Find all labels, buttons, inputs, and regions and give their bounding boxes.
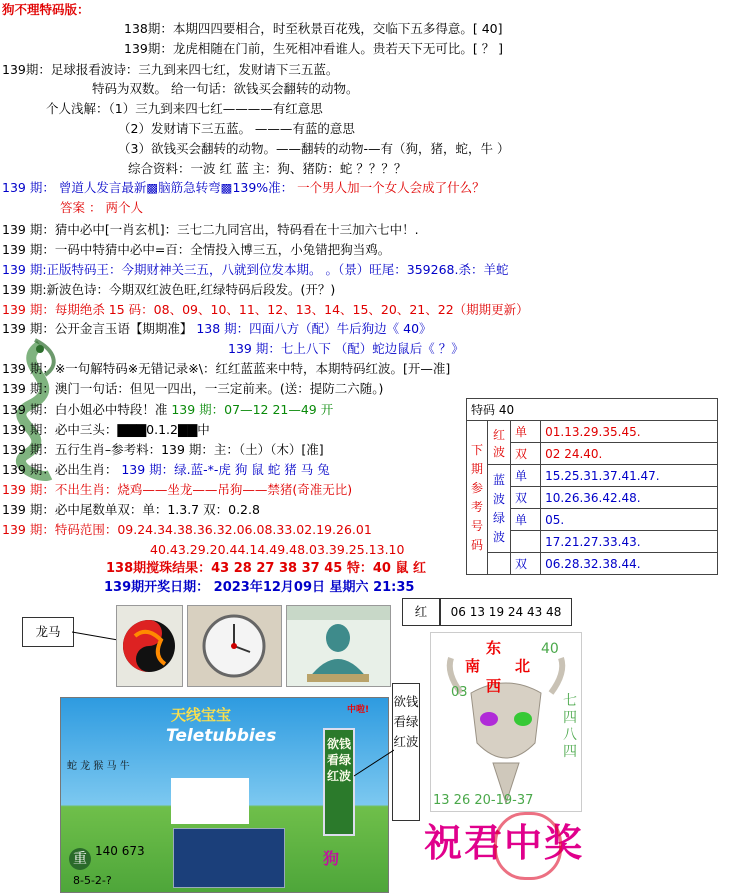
congrats-text: 祝君中奖 — [424, 820, 585, 865]
text-line: 139 期：一码中特猜中必中=百：全情投入博三五，小兔错把狗当鸡。 — [2, 242, 391, 257]
text-line — [2, 461, 330, 478]
text-line: 139 期：※一句解特码※无错记录※\：红红蓝蓝来中特，本期特码红波。[开—准] — [2, 361, 451, 376]
skull-03: 03 — [451, 685, 468, 700]
text-line — [60, 199, 143, 216]
poster-blank — [171, 778, 249, 824]
text-line: 139 期：五行生肖–参考料：139 期：主：（土）（木）[准] — [2, 442, 324, 457]
skull-north: 北 — [515, 657, 531, 675]
poster-dog: 狗 — [323, 849, 340, 868]
skull-icon — [431, 633, 581, 811]
text-line — [2, 401, 333, 418]
must-zodiac-label: 139 期：必出生肖： — [2, 462, 118, 477]
text-line: 139 期：特码范围：09.24.34.38.36.32.06.08.33.02.19.26.01 — [2, 522, 372, 537]
teletubbies-poster — [60, 697, 389, 893]
poster-sign: 欲钱看绿红波 — [323, 728, 355, 836]
poster-poem: 蛇 龙 猴 马 牛 — [67, 761, 130, 772]
text-line: 139期：足球报看波诗：三九到来四七红，发财请下三五蓝。 — [2, 62, 339, 77]
buddha-icon — [287, 606, 390, 686]
skull-south: 南 — [465, 657, 481, 675]
cell-numbers: 02 24.40. — [541, 443, 718, 465]
pointer-line — [352, 748, 394, 778]
golden-words: 139 期：公开金言玉语【期期准】 — [2, 321, 193, 336]
cell-type — [511, 531, 541, 553]
cell-numbers: 05. — [541, 509, 718, 531]
page-title: 狗不理特码版： — [2, 2, 90, 17]
cell-numbers: 06.28.32.38.44. — [541, 553, 718, 575]
poster-badge: 中啦! — [347, 705, 370, 715]
yinyang-icon — [117, 606, 182, 686]
cell-type: 双 — [511, 443, 541, 465]
table-title: 特码 40 — [467, 399, 718, 421]
riddle-source: 曾道人发言最新▩脑筋急转弯▩139%准： — [58, 180, 294, 195]
poster-heavy: 重 — [69, 848, 91, 870]
callout-vertical: 欲钱看绿红波 — [392, 683, 420, 821]
skull-side: 七四八四 — [563, 693, 577, 760]
cell-type: 单 — [511, 509, 541, 531]
cell-numbers: 10.26.36.42.48. — [541, 487, 718, 509]
clock-picture — [187, 605, 282, 687]
cell-numbers: 01.13.29.35.45. — [541, 421, 718, 443]
golden-138: 138 期：四面八方（配）牛后狗边《 40》 — [196, 321, 432, 336]
poster-list-panel — [173, 828, 285, 888]
skull-east: 东 — [486, 639, 502, 657]
callout-hong: 红 — [402, 598, 440, 626]
spacer-cell — [488, 553, 511, 575]
cell-numbers: 15.25.31.37.41.47. — [541, 465, 718, 487]
text-line: 139 期：七上八下 （配）蛇边鼠后《 ？》 — [228, 341, 464, 356]
poster-english: Teletubbies — [166, 726, 277, 746]
must-zodiac-value: 139 期：绿.蓝-*-虎 狗 鼠 蛇 猪 马 兔 — [121, 462, 330, 477]
text-line: 139 期：澳门一句话：但见一四出，一三定前来。(送：提防二六随。) — [2, 381, 384, 396]
answer-label: 答案 ： — [60, 200, 102, 215]
text-line: 139 期：必中尾数单双：单：1.3.7 双：0.2.8 — [2, 502, 260, 517]
segment-label: 139 期：白小姐必中特段！准 — [2, 402, 168, 417]
stamp-seal — [494, 812, 562, 880]
text-line: 138期：本期四四要相合，时至秋景百花残，交临下五多得意。[ 40] — [124, 21, 503, 36]
skull-picture — [430, 632, 582, 812]
pointer-line — [72, 628, 118, 642]
draw-result: 138期搅珠结果：43 28 27 38 37 45 特：40 鼠 红 — [106, 561, 426, 576]
wave-red: 红波 — [488, 421, 511, 465]
cell-type: 双 — [511, 487, 541, 509]
text-line: 139 期：每期绝杀 15 码：08、09、10、11、12、13、14、15、20、21、22（期期更新） — [2, 302, 529, 317]
segment-value: 139 期：07—12 21—49 开 — [171, 402, 334, 417]
text-line: 139 期：必中三头：▇▇▇0.1.2▇▇中 — [2, 422, 210, 437]
special-number-table — [466, 398, 718, 575]
cell-type: 单 — [511, 465, 541, 487]
poster-title: 天线宝宝 — [171, 706, 232, 724]
callout-numbers: 06 13 19 24 43 48 — [440, 598, 572, 626]
text-line: 139期：龙虎相随在门前，生死相冲看谁人。贵若天下无可比。[ ？ ] — [124, 41, 504, 56]
text-line: 特码为双数。 给一句话：欲钱买会翻转的动物。 — [92, 81, 359, 96]
text-line: （3）欲钱买会翻转的动物。——翻转的动物-—有（狗，猪，蛇，牛 ） — [118, 141, 510, 156]
clock-icon — [188, 606, 281, 686]
text-line: （2）发财请下三五蓝。 ———有蓝的意思 — [118, 121, 355, 136]
callout-longma: 龙马 — [22, 617, 74, 647]
draw-date: 139期开奖日期： 2023年12月09日 星期六 21:35 — [104, 580, 415, 595]
issue-label: 139 期： — [2, 180, 55, 195]
text-line — [2, 179, 485, 196]
yinyang-picture — [116, 605, 183, 687]
answer-value: 两个人 — [105, 200, 143, 215]
text-line: 139 期：猜中必中[一肖玄机]：三七二九同宫出，特码看在十三加六七中！. — [2, 222, 419, 237]
skull-bottom: 13 26 20-19-37 — [433, 793, 534, 808]
text-line: 139 期：不出生肖：烧鸡——坐龙——吊狗——禁猪(奇准无比) — [2, 482, 353, 497]
cell-type: 双 — [511, 553, 541, 575]
cell-type: 单 — [511, 421, 541, 443]
text-line: 40.43.29.20.44.14.49.48.03.39.25.13.10 — [150, 542, 405, 557]
text-line: 139 期:新波色诗：今期双红波色旺,红绿特码后段发。(开？) — [2, 282, 336, 297]
cell-numbers: 17.21.27.33.43. — [541, 531, 718, 553]
side-label: 下 期 参 考 号 码 — [467, 421, 488, 575]
poster-formula: 8-5-2-? — [73, 874, 112, 887]
riddle-question: 一个男人加一个女人会成了什么？ — [297, 180, 485, 195]
poster-nums: 140 673 — [95, 844, 145, 858]
wave-blue-green: 蓝波 绿波 — [488, 465, 511, 553]
text-line: 综合资料：一波 红 蓝 主：狗、猪防：蛇 ？？？？ — [128, 161, 407, 176]
text-line: 139 期:正版特码王：今期财神关三五，八就到位发本期。 。（景）旺尾：359268.杀：羊蛇 — [2, 262, 509, 277]
skull-west: 西 — [486, 677, 502, 695]
buddha-picture — [286, 605, 391, 687]
text-line: 个人浅解：（1）三九到来四七红————有红意思 — [46, 101, 323, 116]
skull-40: 40 — [541, 641, 559, 657]
